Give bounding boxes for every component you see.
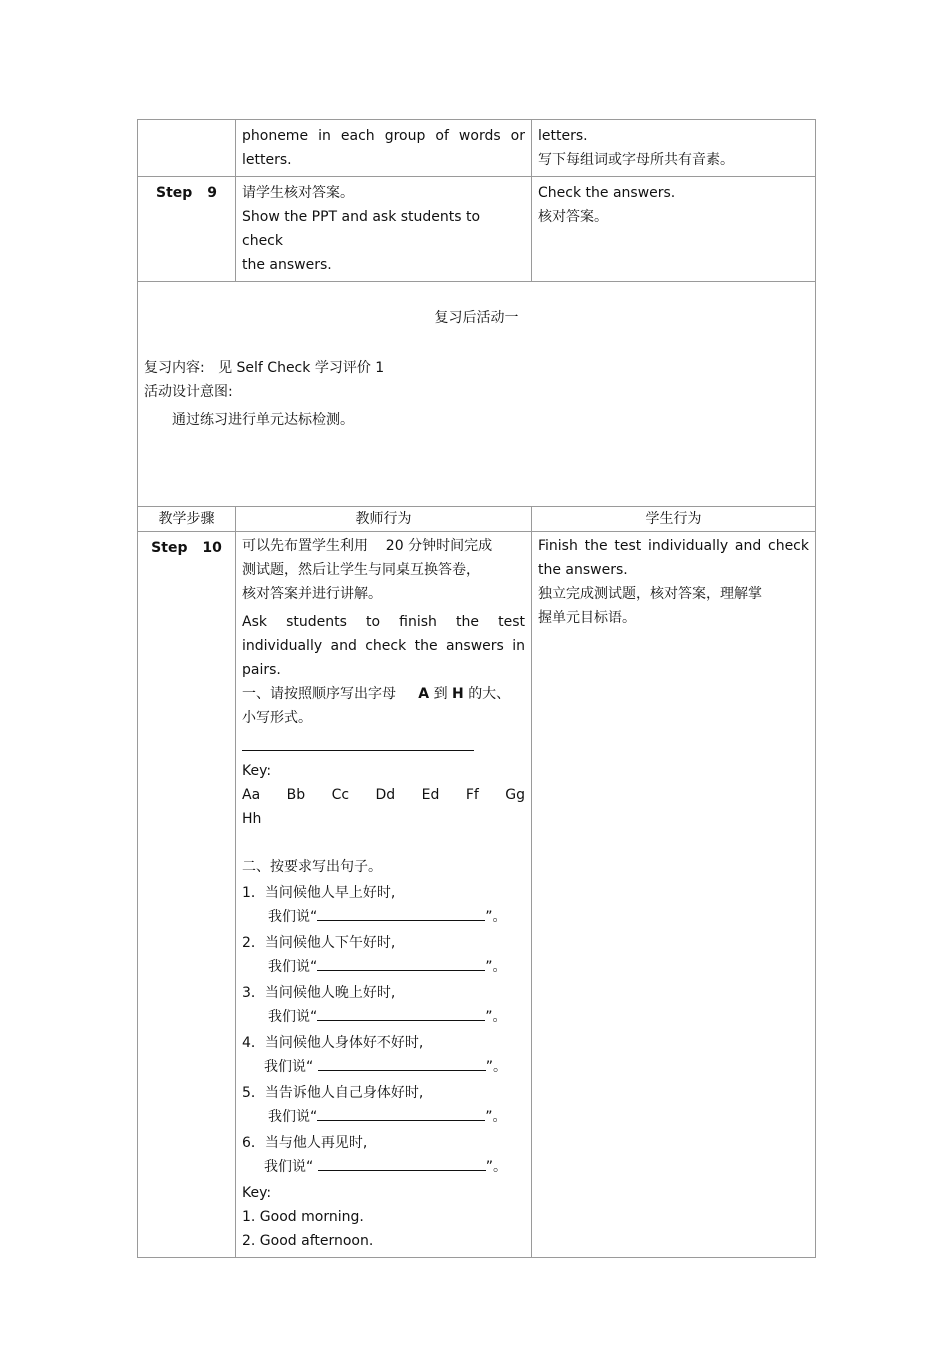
answer-blank bbox=[318, 1056, 486, 1071]
answer-prefix: 我们说“ bbox=[268, 1009, 318, 1025]
letter-h: H bbox=[452, 686, 464, 702]
student-cell bbox=[532, 120, 816, 177]
letter-pair: Aa bbox=[242, 787, 261, 803]
text-line: letters. bbox=[242, 152, 292, 168]
text-line: the answers. bbox=[242, 257, 332, 273]
part2-question: 5．当告诉他人自己身体好时, bbox=[242, 1085, 424, 1101]
step-cell bbox=[138, 177, 236, 282]
letter-pair: Cc bbox=[331, 787, 350, 803]
text-line: Check the answers. bbox=[538, 185, 676, 201]
design-intent-text: 通过练习进行单元达标检测。 bbox=[172, 412, 354, 428]
header-student: 学生行为 bbox=[532, 507, 816, 532]
student-cell bbox=[532, 532, 816, 1258]
table-row bbox=[138, 532, 816, 1258]
answer-blank bbox=[318, 1156, 486, 1171]
key-label: Key: bbox=[242, 1185, 272, 1201]
part2-answer bbox=[242, 905, 525, 929]
section-cell bbox=[138, 282, 816, 507]
answer-suffix: ”。 bbox=[485, 1009, 507, 1025]
review-content-value: 见 Self Check 学习评价 1 bbox=[218, 360, 385, 376]
answer-suffix: ”。 bbox=[485, 1059, 507, 1075]
answer-prefix: 我们说“ bbox=[268, 1109, 318, 1125]
answer-prefix: 我们说“ bbox=[264, 1059, 314, 1075]
step-cell bbox=[138, 532, 236, 1258]
table-row bbox=[138, 177, 816, 282]
text-line: 小写形式。 bbox=[242, 710, 312, 726]
letters-key bbox=[242, 783, 525, 807]
text-line: Show the PPT and ask students to check bbox=[242, 209, 481, 249]
part1-question-text: 一、请按照顺序写出字母 bbox=[242, 686, 396, 702]
section-body bbox=[144, 356, 809, 432]
answer-prefix: 我们说“ bbox=[268, 909, 318, 925]
key-answer: 2. Good afternoon. bbox=[242, 1233, 374, 1249]
answer-suffix: ”。 bbox=[485, 1109, 507, 1125]
text-line: 写下每组词或字母所共有音素。 bbox=[538, 152, 734, 168]
text-line: 测试题，然后让学生与同桌互换答卷， bbox=[242, 562, 480, 578]
header-step: 教学步骤 bbox=[138, 507, 236, 532]
text-line: pairs. bbox=[242, 662, 281, 678]
letter-pair: Ed bbox=[421, 787, 440, 803]
section-row bbox=[138, 282, 816, 507]
letter-pair: Dd bbox=[375, 787, 396, 803]
table-row bbox=[138, 120, 816, 177]
letter-a: A bbox=[418, 686, 430, 702]
answer-suffix: ”。 bbox=[485, 1159, 507, 1175]
letter-pair: Ff bbox=[465, 787, 479, 803]
text-line: Finish the test individually and check bbox=[538, 538, 809, 554]
part2-question: 3．当问候他人晚上好时, bbox=[242, 985, 396, 1001]
text-line: 握单元目标语。 bbox=[538, 610, 636, 626]
part2-title: 二、按要求写出句子。 bbox=[242, 859, 382, 875]
answer-suffix: ”。 bbox=[485, 909, 507, 925]
teacher-cell bbox=[236, 532, 532, 1258]
part2-answer bbox=[242, 1155, 525, 1179]
answer-prefix: 我们说“ bbox=[268, 959, 318, 975]
letter-pair: Bb bbox=[286, 787, 306, 803]
part2-answer bbox=[242, 1005, 525, 1029]
text-line: 独立完成测试题，核对答案，理解掌 bbox=[538, 586, 762, 602]
review-content-label: 复习内容: bbox=[144, 360, 205, 376]
step-label: Step 10 bbox=[151, 540, 222, 556]
answer-line bbox=[242, 734, 474, 751]
teacher-cell bbox=[236, 177, 532, 282]
header-row bbox=[138, 507, 816, 532]
part2-question: 1．当问候他人早上好时, bbox=[242, 885, 396, 901]
key-label: Key: bbox=[242, 763, 272, 779]
text-line: 请学生核对答案。 bbox=[242, 185, 354, 201]
review-content bbox=[144, 356, 809, 380]
text-line: 核对答案并进行讲解。 bbox=[242, 586, 382, 602]
text-line: individually and check the answers in bbox=[242, 638, 525, 654]
part2-answer bbox=[242, 955, 525, 979]
text-line: 可以先布置学生利用 20 分钟时间完成 bbox=[242, 538, 493, 554]
header-teacher: 教师行为 bbox=[236, 507, 532, 532]
text-line: the answers. bbox=[538, 562, 628, 578]
part2-question: 6．当与他人再见时, bbox=[242, 1135, 368, 1151]
lesson-plan-table bbox=[137, 119, 816, 1258]
letter-pair: Gg bbox=[505, 787, 525, 803]
answer-blank bbox=[317, 906, 485, 921]
letter-pair: Hh bbox=[242, 811, 262, 827]
key-answer: 1. Good morning. bbox=[242, 1209, 364, 1225]
text-line: phoneme in each group of words or bbox=[242, 128, 525, 144]
part2-question: 4．当问候他人身体好不好时, bbox=[242, 1035, 424, 1051]
text-line: letters. bbox=[538, 128, 588, 144]
answer-blank bbox=[317, 1106, 485, 1121]
part1-question-end: 的大、 bbox=[468, 686, 511, 702]
answer-blank bbox=[317, 956, 485, 971]
step-cell bbox=[138, 120, 236, 177]
teacher-cell bbox=[236, 120, 532, 177]
part1-question-to: 到 bbox=[433, 686, 448, 702]
answer-suffix: ”。 bbox=[485, 959, 507, 975]
student-cell bbox=[532, 177, 816, 282]
design-intent-label: 活动设计意图: bbox=[144, 384, 233, 400]
part2-question: 2．当问候他人下午好时, bbox=[242, 935, 396, 951]
step-label: Step 9 bbox=[156, 185, 217, 201]
answer-blank bbox=[317, 1006, 485, 1021]
part1-question bbox=[242, 682, 525, 706]
section-title: 复习后活动一 bbox=[434, 310, 519, 326]
part2-answer bbox=[242, 1105, 525, 1129]
answer-prefix: 我们说“ bbox=[264, 1159, 314, 1175]
text-line: 核对答案。 bbox=[538, 209, 608, 225]
text-line: Ask students to finish the test bbox=[242, 614, 525, 630]
part2-answer bbox=[242, 1055, 525, 1079]
